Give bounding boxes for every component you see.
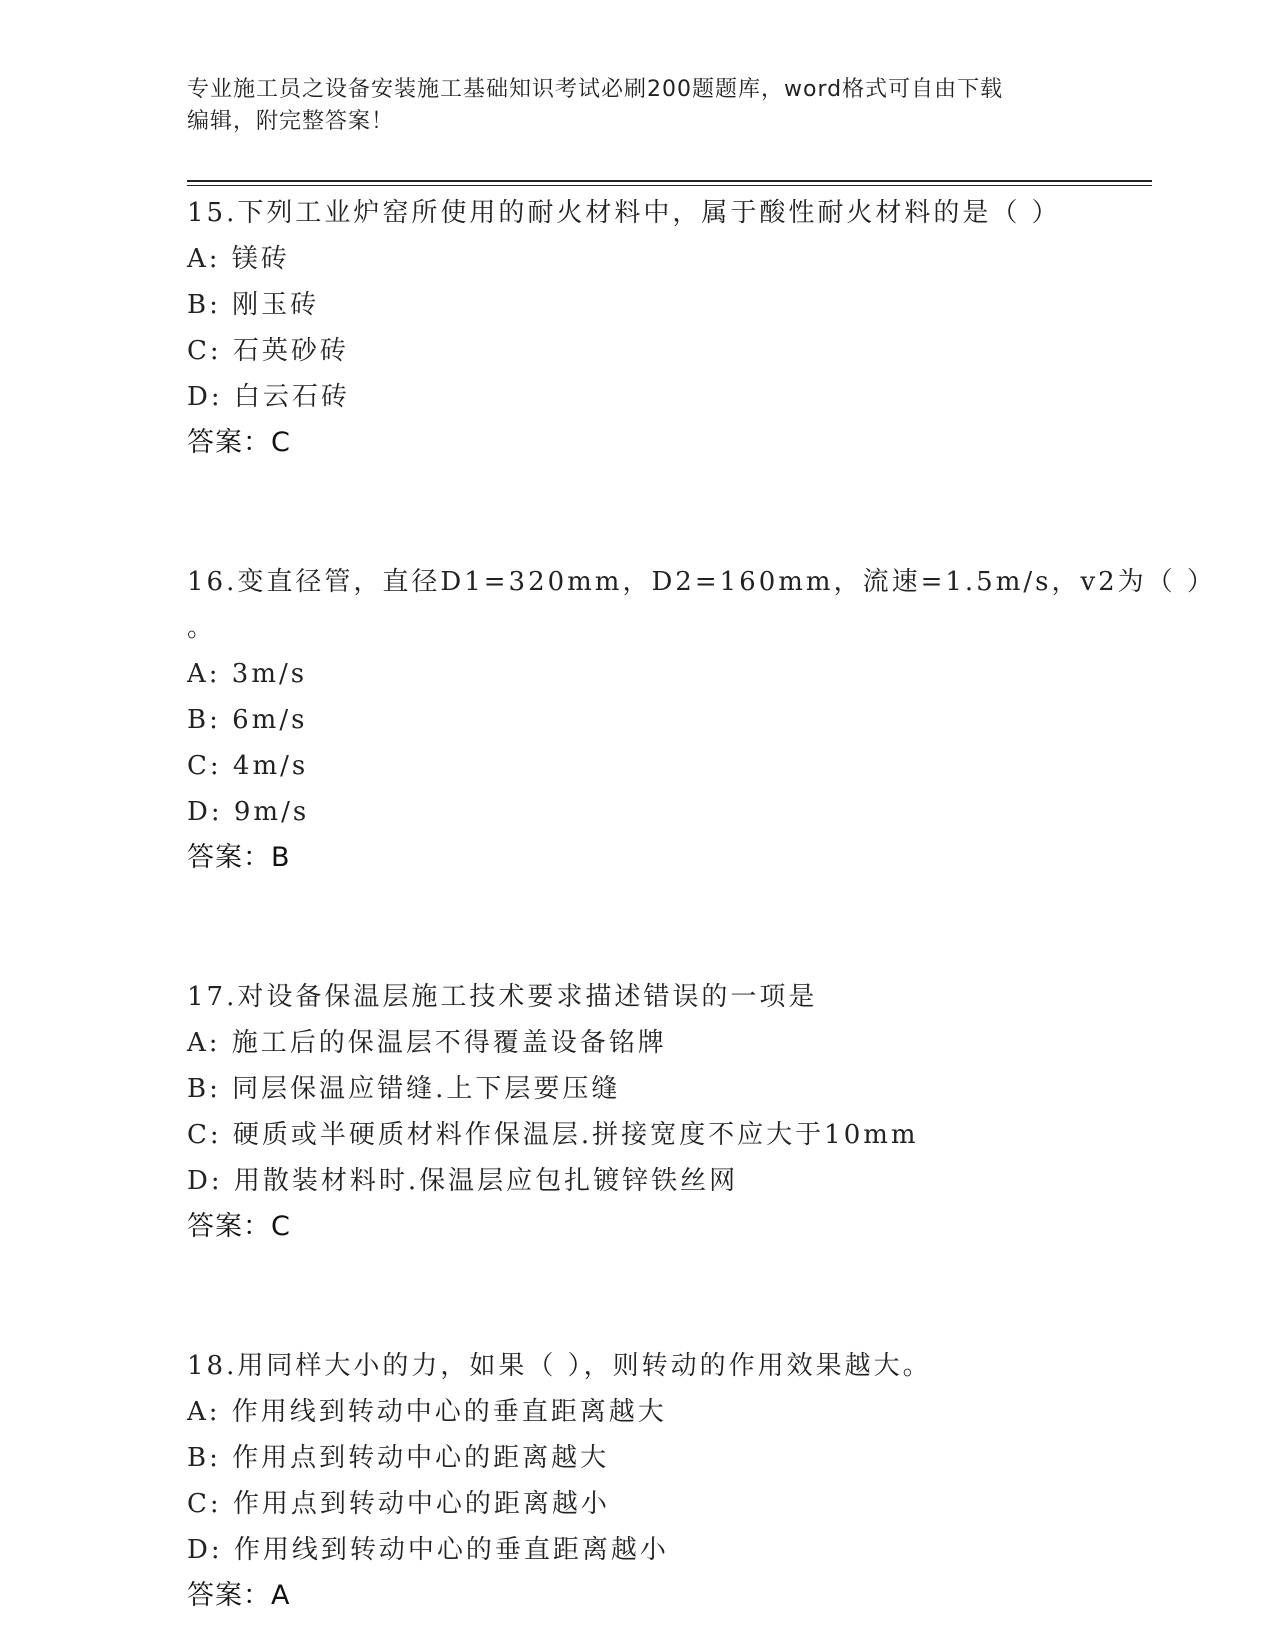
- option-d: D: 作用线到转动中心的垂直距离越小: [187, 1535, 669, 1565]
- option-a: A: 作用线到转动中心的垂直距离越大: [187, 1397, 667, 1427]
- question-list: [187, 190, 1216, 1619]
- header-divider-thick: [187, 180, 1152, 182]
- answer: 答案：C: [187, 1211, 291, 1242]
- question-title: 17.对设备保温层施工技术要求描述错误的一项是: [187, 982, 818, 1012]
- question-title-continuation: 。: [187, 613, 217, 643]
- option-d: D: 白云石砖: [187, 382, 350, 412]
- answer: 答案：B: [187, 842, 291, 873]
- header-title-line-1: 专业施工员之设备安装施工基础知识考试必刷200题题库，word格式可自由下载: [187, 77, 1004, 102]
- option-b: B: 刚玉砖: [187, 290, 320, 320]
- option-c: C: 4m/s: [187, 751, 309, 781]
- option-c: C: 石英砂砖: [187, 336, 349, 366]
- question-title: 18.用同样大小的力，如果（ ），则转动的作用效果越大。: [187, 1351, 932, 1381]
- option-a: A: 施工后的保温层不得覆盖设备铭牌: [187, 1028, 667, 1058]
- option-b: B: 同层保温应错缝.上下层要压缝: [187, 1074, 621, 1104]
- header-title-line-2: 编辑，附完整答案！: [187, 109, 395, 134]
- document-header: [187, 74, 1087, 138]
- question-title: 15.下列工业炉窑所使用的耐火材料中，属于酸性耐火材料的是（ ）: [187, 198, 1061, 228]
- option-b: B: 6m/s: [187, 705, 308, 735]
- question-title: 16.变直径管，直径D1=320mm，D2=160mm，流速=1.5m/s，v2为（ ）: [187, 567, 1216, 597]
- header-divider-thin: [187, 185, 1152, 186]
- option-b: B: 作用点到转动中心的距离越大: [187, 1443, 610, 1473]
- option-d: D: 用散装材料时.保温层应包扎镀锌铁丝网: [187, 1166, 739, 1196]
- question-15: [187, 190, 1147, 466]
- option-a: A: 镁砖: [187, 244, 290, 274]
- option-c: C: 硬质或半硬质材料作保温层.拼接宽度不应大于10mm: [187, 1120, 919, 1150]
- option-c: C: 作用点到转动中心的距离越小: [187, 1489, 610, 1519]
- answer: 答案：C: [187, 427, 291, 458]
- question-spacer: [187, 881, 1147, 974]
- question-spacer: [187, 1250, 1147, 1343]
- option-a: A: 3m/s: [187, 659, 308, 689]
- option-d: D: 9m/s: [187, 797, 310, 827]
- question-18: [187, 1343, 1147, 1619]
- question-17: [187, 974, 1147, 1250]
- question-16: [187, 559, 1216, 881]
- answer: 答案：A: [187, 1580, 291, 1611]
- question-spacer: [187, 466, 1147, 559]
